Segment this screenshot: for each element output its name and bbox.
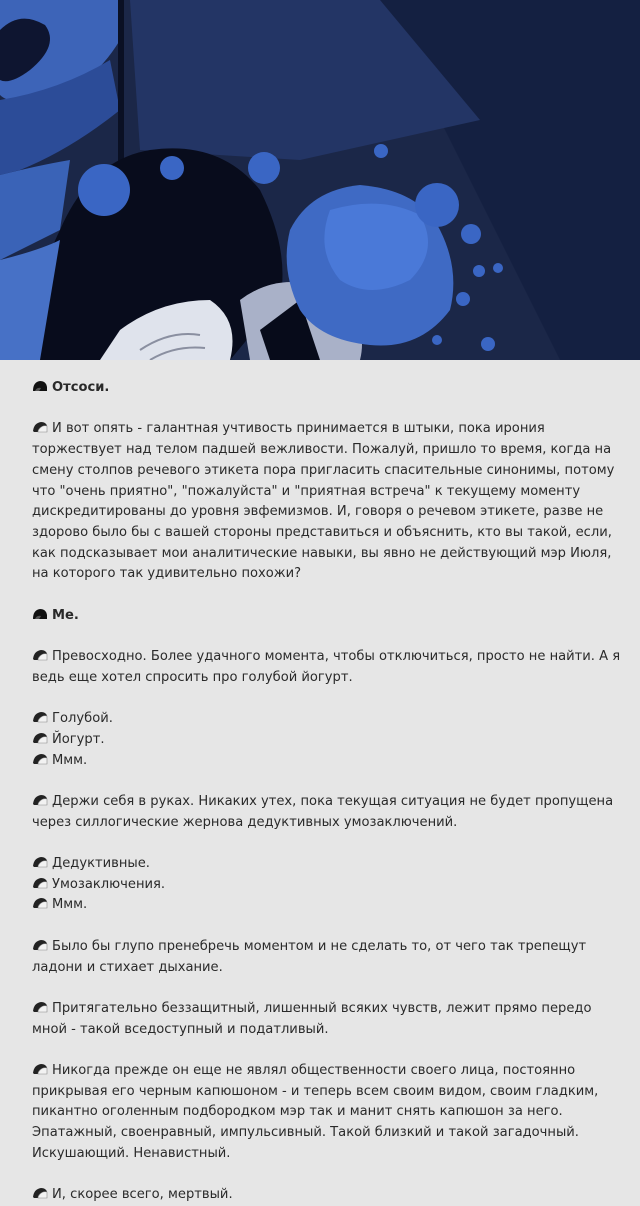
- dialogue-line: [32, 895, 624, 916]
- paragraph-gap: [32, 978, 624, 999]
- light-speaker-icon: [32, 731, 48, 745]
- dialogue-text-line: Превосходно. Более удачного момента, чтобы отключиться, просто не найти. А я ведь еще хотел спросить про голубой йогурт.: [32, 649, 621, 685]
- light-speaker-icon: [32, 855, 48, 869]
- dialogue-text-line: Ме.: [52, 607, 79, 623]
- dialogue-line: [32, 875, 624, 896]
- light-speaker-icon: [32, 648, 48, 662]
- light-speaker-icon: [32, 1062, 48, 1076]
- dialogue-line: [32, 647, 624, 688]
- dialogue-line: [32, 751, 624, 772]
- light-speaker-icon: [32, 420, 48, 434]
- dark-speaker-icon: [32, 379, 48, 393]
- dialogue-text-line: Умозаключения.: [52, 876, 166, 892]
- dialogue-text-line: Ммм.: [52, 752, 88, 768]
- light-speaker-icon: [32, 1000, 48, 1014]
- dialogue-line: [32, 419, 624, 585]
- dialogue-text-line: Притягательно беззащитный, лишенный всяких чувств, лежит прямо передо мной - такой вседоступный и податливый.: [32, 1000, 592, 1037]
- paragraph-gap: [32, 689, 624, 710]
- dialogue-line: [32, 999, 624, 1040]
- paragraph-gap: [32, 1040, 624, 1061]
- dialogue-line: [32, 792, 624, 833]
- dialogue-line: [32, 709, 624, 730]
- dialogue-text-line: Ммм.: [52, 897, 88, 913]
- dialogue-text-line: Голубой.: [52, 711, 113, 727]
- dialogue-text-line: Йогурт.: [52, 731, 105, 747]
- dialogue-text: [0, 360, 640, 1206]
- dialogue-text-line: Дедуктивные.: [52, 856, 150, 872]
- dialogue-line: [32, 378, 624, 399]
- paragraph-gap: [32, 399, 624, 420]
- comic-illustration: [0, 0, 640, 360]
- dialogue-line: [32, 606, 624, 627]
- dialogue-text-line: Отсоси.: [52, 380, 110, 395]
- paragraph-gap: [32, 626, 624, 647]
- light-speaker-icon: [32, 876, 48, 890]
- dialogue-line: [32, 937, 624, 978]
- dialogue-line: [32, 854, 624, 875]
- light-speaker-icon: [32, 896, 48, 910]
- dialogue-text-line: Было бы глупо пренебречь моментом и не сделать то, от чего так трепещут ладони и стихает дыхание.: [32, 938, 587, 975]
- dialogue-text-line: Держи себя в руках. Никаких утех, пока текущая ситуация не будет пропущена через силлогические жернова дедуктивных умозаключений.: [32, 793, 614, 830]
- paragraph-gap: [32, 1165, 624, 1186]
- dialogue-line: [32, 730, 624, 751]
- dialogue-text-line: Никогда прежде он еще не являл общественности своего лица, постоянно прикрывая его черным капюшоном - и теперь всем своим видом, своим гладким, пикантно оголенным подбородком мэр так и манит снять капюшон за него. Эпатажный, своенравный, импульсивный. Такой близкий и такой загадочный. Искушающий. Ненавистный.: [32, 1063, 599, 1161]
- dialogue-text-line: И вот опять - галантная учтивость принимается в штыки, пока ирония торжествует над телом падшей вежливости. Пожалуй, пришло то время, когда на смену столпов речевого этикета пора пригласить спасительные синонимы, потому что "очень приятно", "пожалуйста" и "приятная встреча" к текущему моменту дискредитированы до уровня эвфемизмов. И, говоря о речевом этикете, разве не здорово было бы с вашей стороны представиться и объяснить, кто вы такой, если, как подсказывает мои аналитические навыки, вы явно не действующий мэр Июля, на которого так удивительно похожи?: [32, 421, 615, 582]
- light-speaker-icon: [32, 710, 48, 724]
- light-speaker-icon: [32, 938, 48, 952]
- dialogue-text-line: И, скорее всего, мертвый.: [52, 1187, 233, 1203]
- illustration-art: [0, 0, 640, 360]
- dialogue-line: [32, 1061, 624, 1165]
- light-speaker-icon: [32, 752, 48, 766]
- dialogue-line: [32, 1185, 624, 1206]
- paragraph-gap: [32, 585, 624, 606]
- light-speaker-icon: [32, 1186, 48, 1200]
- light-speaker-icon: [32, 793, 48, 807]
- paragraph-gap: [32, 771, 624, 792]
- paragraph-gap: [32, 916, 624, 937]
- dark-speaker-icon: [32, 607, 48, 621]
- paragraph-gap: [32, 833, 624, 854]
